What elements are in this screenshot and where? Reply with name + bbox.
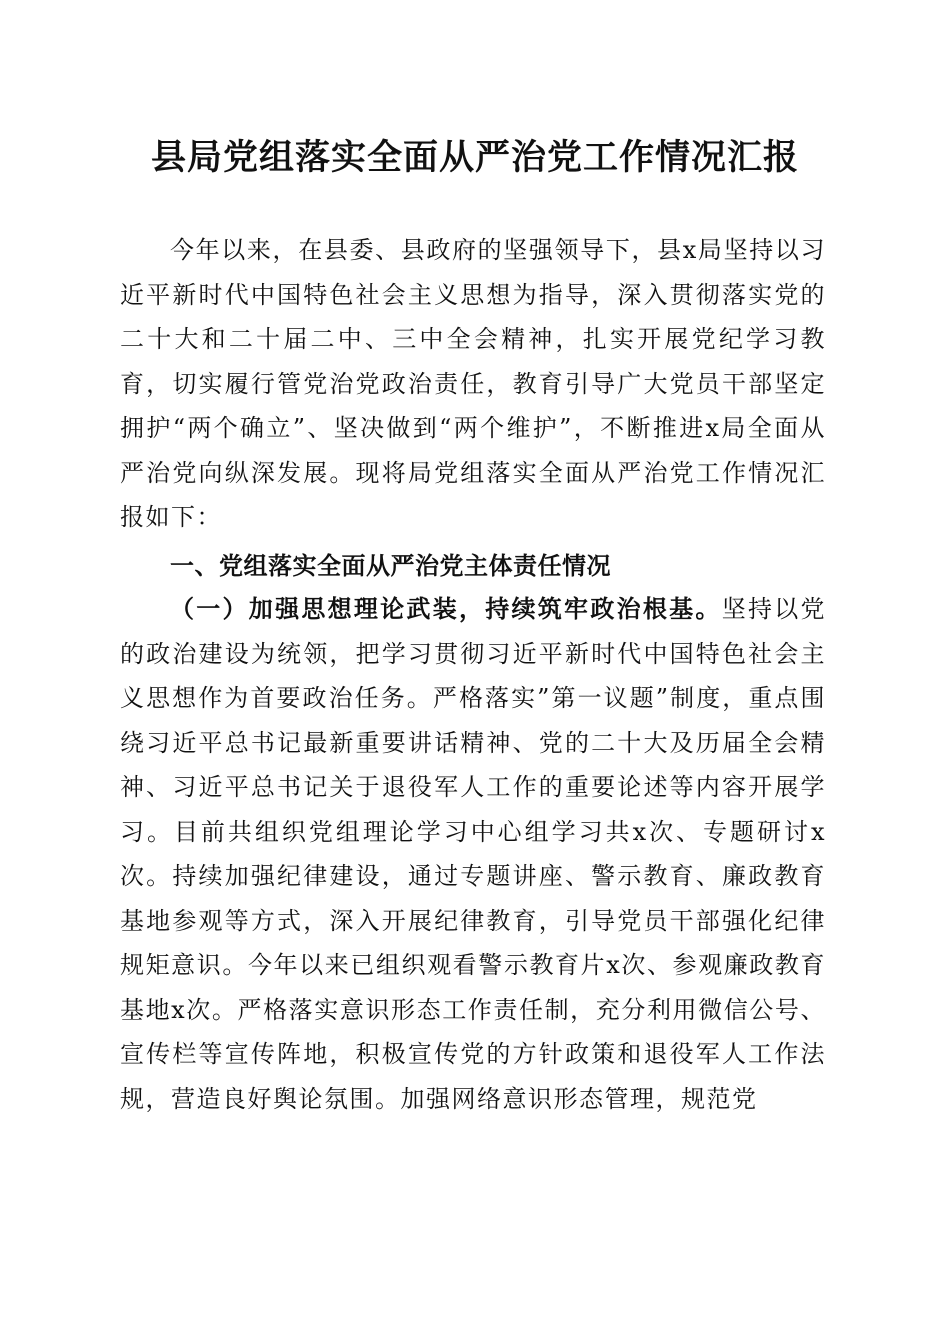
document-title: 县局党组落实全面从严治党工作情况汇报 [150,138,799,178]
subsection-lead: （一）加强思想理论武装，持续筑牢政治根基。 [170,594,722,623]
intro-paragraph: 今年以来，在县委、县政府的坚强领导下，县x局坚持以习近平新时代中国特色社会主义思想为指导，深入贯彻落实党的二十大和二十届二中、三中全会精神，扎实开展党纪学习教育，切实履行管党治党政治责任，教育引导广大党员干部坚定拥护“两个确立”、坚决做到“两个维护”，不断推进x局全面从严治党向纵深发展。现将局党组落实全面从严治党工作情况汇报如下： [120,236,826,531]
subsection-paragraph [120,587,826,1121]
subsection-body: 坚持以党的政治建设为统领，把学习贯彻习近平新时代中国特色社会主义思想作为首要政治任务。严格落实”第一议题”制度，重点围绕习近平总书记最新重要讲话精神、党的二十大及历届全会精神、习近平总书记关于退役军人工作的重要论述等内容开展学习。目前共组织党组理论学习中心组学习共x次、专题研讨x次。持续加强纪律建设，通过专题讲座、警示教育、廉政教育基地参观等方式，深入开展纪律教育，引导党员干部强化纪律规矩意识。今年以来已组织观看警示教育片x次、参观廉政教育基地x次。严格落实意识形态工作责任制，充分利用微信公号、宣传栏等宣传阵地，积极宣传党的方针政策和退役军人工作法规，营造良好舆论氛围。加强网络意识形态管理，规范党 [120,595,826,1113]
section-heading: 一、党组落实全面从严治党主体责任情况 [170,552,611,580]
